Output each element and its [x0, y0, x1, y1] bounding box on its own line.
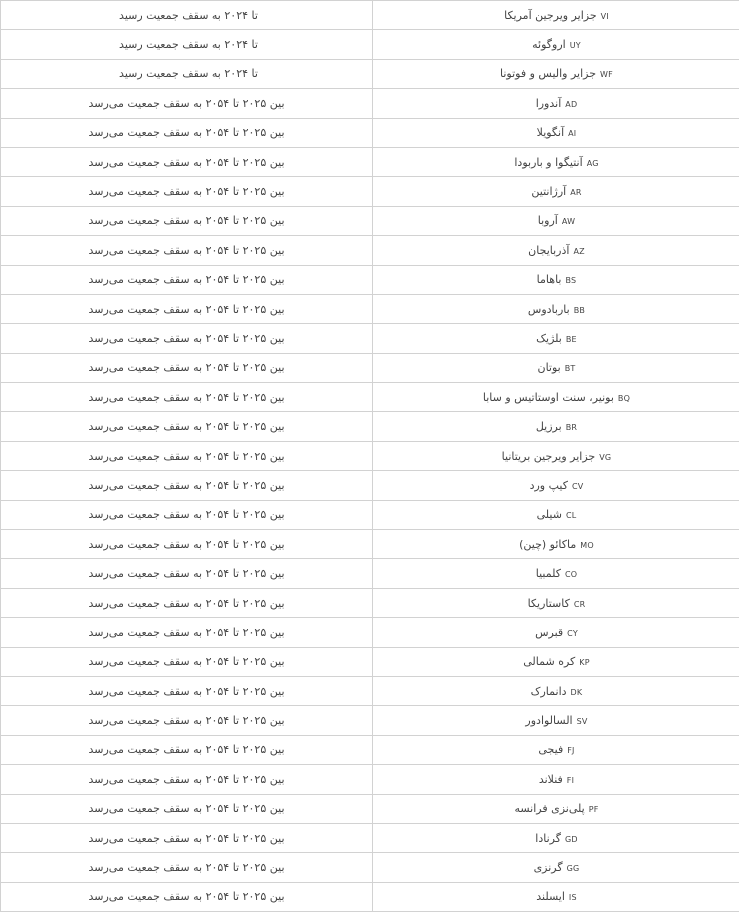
country-code: AZ	[573, 246, 585, 256]
country-cell	[373, 530, 739, 559]
country-code: MO	[580, 540, 594, 550]
status-cell	[1, 59, 373, 88]
country-code: FJ	[567, 746, 575, 756]
country-cell	[373, 177, 739, 206]
country-code: BB	[573, 305, 586, 315]
country-name: فنلاند	[538, 772, 563, 786]
status-cell	[1, 1, 373, 30]
country-name: آندورا	[535, 96, 562, 110]
peak-status-text: تا ۲۰۲۴ به سقف جمعیت رسید	[119, 67, 258, 81]
country-label	[528, 597, 586, 610]
status-cell	[1, 353, 373, 382]
country-code: AR	[570, 188, 582, 198]
country-name: ماکائو (چین)	[519, 537, 577, 551]
country-label	[535, 626, 578, 639]
status-cell	[1, 735, 373, 764]
country-label	[536, 890, 577, 903]
peak-status-text: بین ۲۰۲۵ تا ۲۰۵۴ به سقف جمعیت می‌رسد	[88, 331, 285, 345]
table-row	[1, 353, 739, 382]
country-code: AI	[568, 129, 577, 139]
peak-status-text: بین ۲۰۲۵ تا ۲۰۵۴ به سقف جمعیت می‌رسد	[88, 596, 285, 610]
country-name: بلژیک	[536, 331, 562, 345]
country-cell	[373, 30, 739, 59]
peak-status-text: بین ۲۰۲۵ تا ۲۰۵۴ به سقف جمعیت می‌رسد	[88, 214, 285, 228]
status-cell	[1, 647, 373, 676]
table-row	[1, 30, 739, 59]
country-code: BT	[564, 364, 576, 374]
status-cell	[1, 236, 373, 265]
peak-status-text: بین ۲۰۲۵ تا ۲۰۵۴ به سقف جمعیت می‌رسد	[88, 243, 285, 257]
country-cell	[373, 236, 739, 265]
country-cell	[373, 765, 739, 794]
country-code: BQ	[617, 393, 631, 403]
country-name: آرژانتین	[531, 185, 567, 199]
status-cell	[1, 706, 373, 735]
country-label	[519, 538, 594, 551]
country-label	[536, 332, 577, 345]
country-cell	[373, 794, 739, 823]
status-cell	[1, 294, 373, 323]
country-name: باهاما	[536, 273, 562, 287]
country-name: ایسلند	[536, 890, 565, 904]
country-label	[483, 391, 630, 404]
table-row	[1, 823, 739, 852]
country-label	[537, 126, 577, 139]
country-code: VG	[599, 452, 612, 462]
country-label	[534, 861, 580, 874]
peak-status-text: بین ۲۰۲۵ تا ۲۰۵۴ به سقف جمعیت می‌رسد	[88, 185, 285, 199]
status-cell	[1, 853, 373, 882]
country-label	[528, 303, 585, 316]
status-cell	[1, 676, 373, 705]
table-row	[1, 324, 739, 353]
peak-status-text: بین ۲۰۲۵ تا ۲۰۵۴ به سقف جمعیت می‌رسد	[88, 743, 285, 757]
country-cell	[373, 882, 739, 911]
country-cell	[373, 294, 739, 323]
status-cell	[1, 177, 373, 206]
country-label	[539, 773, 574, 786]
country-label	[538, 214, 575, 227]
status-cell	[1, 618, 373, 647]
status-cell	[1, 89, 373, 118]
country-name: گرنزی	[533, 861, 563, 875]
status-cell	[1, 383, 373, 412]
country-name: اروگوئه	[532, 38, 566, 52]
table-row	[1, 706, 739, 735]
country-cell	[373, 735, 739, 764]
peak-status-text: بین ۲۰۲۵ تا ۲۰۵۴ به سقف جمعیت می‌رسد	[88, 625, 285, 639]
country-label	[530, 479, 584, 492]
country-cell	[373, 500, 739, 529]
country-cell	[373, 647, 739, 676]
country-code: CL	[565, 511, 577, 521]
country-cell	[373, 147, 739, 176]
table-row	[1, 206, 739, 235]
peak-status-text: تا ۲۰۲۴ به سقف جمعیت رسید	[119, 38, 258, 52]
country-name: بوتان	[537, 361, 561, 375]
country-code: BS	[565, 276, 577, 286]
table-row	[1, 441, 739, 470]
status-cell	[1, 765, 373, 794]
country-name: جزایر ویرجین آمریکا	[504, 8, 597, 22]
table-row	[1, 500, 739, 529]
country-code: DK	[570, 687, 583, 697]
country-cell	[373, 1, 739, 30]
peak-status-text: بین ۲۰۲۵ تا ۲۰۵۴ به سقف جمعیت می‌رسد	[88, 449, 285, 463]
country-cell	[373, 206, 739, 235]
table-body	[1, 1, 739, 912]
country-name: آنگویلا	[536, 126, 565, 140]
country-code: GD	[564, 834, 578, 844]
status-cell	[1, 412, 373, 441]
country-cell	[373, 324, 739, 353]
country-cell	[373, 118, 739, 147]
table-row	[1, 177, 739, 206]
country-name: برزیل	[535, 420, 562, 434]
country-cell	[373, 89, 739, 118]
table-row	[1, 882, 739, 911]
peak-status-text: بین ۲۰۲۵ تا ۲۰۵۴ به سقف جمعیت می‌رسد	[88, 802, 285, 816]
country-label	[523, 655, 590, 668]
status-cell	[1, 118, 373, 147]
country-label	[536, 97, 578, 110]
country-code: SV	[576, 717, 588, 727]
peak-status-text: بین ۲۰۲۵ تا ۲۰۵۴ به سقف جمعیت می‌رسد	[88, 361, 285, 375]
status-cell	[1, 265, 373, 294]
table-row	[1, 853, 739, 882]
country-label	[538, 743, 574, 756]
table-row	[1, 471, 739, 500]
table-row	[1, 618, 739, 647]
table-row	[1, 89, 739, 118]
country-name: کاستاریکا	[527, 596, 570, 610]
country-code: CV	[571, 481, 584, 491]
country-label	[514, 802, 598, 815]
table-row	[1, 1, 739, 30]
country-name: آنتیگوا و باربودا	[514, 155, 583, 169]
peak-status-text: بین ۲۰۲۵ تا ۲۰۵۴ به سقف جمعیت می‌رسد	[88, 890, 285, 904]
peak-status-text: بین ۲۰۲۵ تا ۲۰۵۴ به سقف جمعیت می‌رسد	[88, 273, 285, 287]
table-row	[1, 676, 739, 705]
country-name: کیپ ورد	[529, 478, 568, 492]
country-cell	[373, 265, 739, 294]
country-cell	[373, 676, 739, 705]
country-name: قبرس	[535, 625, 564, 639]
country-name: شیلی	[536, 508, 562, 522]
peak-status-text: بین ۲۰۲۵ تا ۲۰۵۴ به سقف جمعیت می‌رسد	[88, 772, 285, 786]
peak-status-text: بین ۲۰۲۵ تا ۲۰۵۴ به سقف جمعیت می‌رسد	[88, 831, 285, 845]
table-row	[1, 412, 739, 441]
peak-status-text: بین ۲۰۲۵ تا ۲۰۵۴ به سقف جمعیت می‌رسد	[88, 420, 285, 434]
country-code: FI	[566, 775, 575, 785]
peak-status-text: بین ۲۰۲۵ تا ۲۰۵۴ به سقف جمعیت می‌رسد	[88, 655, 285, 669]
country-label	[525, 714, 587, 727]
country-label	[531, 685, 583, 698]
peak-status-text: بین ۲۰۲۵ تا ۲۰۵۴ به سقف جمعیت می‌رسد	[88, 537, 285, 551]
status-cell	[1, 559, 373, 588]
country-code: AW	[561, 217, 576, 227]
country-label	[535, 832, 577, 845]
country-cell	[373, 412, 739, 441]
table-row	[1, 147, 739, 176]
country-code: BE	[565, 334, 577, 344]
country-name: پلی‌نزی فرانسه	[514, 802, 585, 816]
status-cell	[1, 588, 373, 617]
country-code: KP	[579, 658, 590, 668]
table-row	[1, 735, 739, 764]
table-row	[1, 794, 739, 823]
peak-status-text: بین ۲۰۲۵ تا ۲۰۵۴ به سقف جمعیت می‌رسد	[88, 478, 285, 492]
status-cell	[1, 500, 373, 529]
status-cell	[1, 147, 373, 176]
country-label	[537, 273, 577, 286]
country-name: فیجی	[538, 743, 564, 757]
country-code: WF	[600, 70, 613, 80]
country-label	[536, 567, 578, 580]
table-row	[1, 765, 739, 794]
table-row	[1, 265, 739, 294]
table-row	[1, 647, 739, 676]
country-code: AG	[586, 158, 599, 168]
peak-status-text: بین ۲۰۲۵ تا ۲۰۵۴ به سقف جمعیت می‌رسد	[88, 861, 285, 875]
country-code: UY	[569, 41, 581, 51]
country-code: CO	[564, 570, 578, 580]
country-label	[537, 361, 575, 374]
country-name: جزایر ویرجین بریتانیا	[501, 449, 596, 463]
country-cell	[373, 853, 739, 882]
country-name: باربادوس	[527, 302, 570, 316]
peak-status-text: بین ۲۰۲۵ تا ۲۰۵۴ به سقف جمعیت می‌رسد	[88, 567, 285, 581]
country-label	[502, 450, 612, 463]
country-label	[531, 185, 581, 198]
country-label	[514, 156, 598, 169]
country-label	[504, 9, 609, 22]
country-cell	[373, 823, 739, 852]
country-cell	[373, 59, 739, 88]
peak-status-text: بین ۲۰۲۵ تا ۲۰۵۴ به سقف جمعیت می‌رسد	[88, 96, 285, 110]
country-code: GG	[566, 864, 580, 874]
peak-status-text: بین ۲۰۲۵ تا ۲۰۵۴ به سقف جمعیت می‌رسد	[88, 390, 285, 404]
country-label	[528, 244, 585, 257]
country-cell	[373, 588, 739, 617]
country-name: گرنادا	[535, 831, 561, 845]
country-name: آذربایجان	[528, 243, 570, 257]
table-row	[1, 530, 739, 559]
country-code: CR	[573, 599, 586, 609]
table-row	[1, 559, 739, 588]
country-code: VI	[600, 11, 609, 21]
country-code: CY	[567, 628, 578, 638]
peak-status-text: بین ۲۰۲۵ تا ۲۰۵۴ به سقف جمعیت می‌رسد	[88, 684, 285, 698]
status-cell	[1, 823, 373, 852]
table-row	[1, 59, 739, 88]
peak-status-text: بین ۲۰۲۵ تا ۲۰۵۴ به سقف جمعیت می‌رسد	[88, 302, 285, 316]
country-name: کره شمالی	[523, 655, 576, 669]
country-name: دانمارک	[530, 684, 567, 698]
country-name: کلمبیا	[535, 567, 561, 581]
peak-status-text: بین ۲۰۲۵ تا ۲۰۵۴ به سقف جمعیت می‌رسد	[88, 155, 285, 169]
status-cell	[1, 30, 373, 59]
status-cell	[1, 530, 373, 559]
table-row	[1, 383, 739, 412]
status-cell	[1, 471, 373, 500]
country-name: بونیر، سنت اوستاتیس و سابا	[482, 390, 614, 404]
country-code: PF	[588, 805, 599, 815]
country-cell	[373, 471, 739, 500]
country-code: BR	[565, 423, 578, 433]
country-label	[537, 508, 577, 521]
country-cell	[373, 353, 739, 382]
table-row	[1, 294, 739, 323]
status-cell	[1, 441, 373, 470]
peak-status-text: بین ۲۰۲۵ تا ۲۰۵۴ به سقف جمعیت می‌رسد	[88, 714, 285, 728]
status-cell	[1, 794, 373, 823]
country-label	[532, 38, 581, 51]
peak-status-text: بین ۲۰۲۵ تا ۲۰۵۴ به سقف جمعیت می‌رسد	[88, 126, 285, 140]
country-cell	[373, 559, 739, 588]
status-cell	[1, 324, 373, 353]
country-cell	[373, 618, 739, 647]
country-name: آروبا	[537, 214, 558, 228]
table-row	[1, 118, 739, 147]
status-cell	[1, 206, 373, 235]
country-code: AD	[565, 99, 578, 109]
country-name: السالوادور	[525, 714, 573, 728]
table-row	[1, 588, 739, 617]
country-cell	[373, 383, 739, 412]
country-name: جزایر والیس و فوتونا	[500, 67, 597, 81]
country-cell	[373, 441, 739, 470]
country-label	[536, 420, 577, 433]
status-cell	[1, 882, 373, 911]
peak-status-text: تا ۲۰۲۴ به سقف جمعیت رسید	[119, 8, 258, 22]
table-row	[1, 236, 739, 265]
country-label	[500, 67, 613, 80]
peak-status-text: بین ۲۰۲۵ تا ۲۰۵۴ به سقف جمعیت می‌رسد	[88, 508, 285, 522]
country-cell	[373, 706, 739, 735]
country-code: IS	[568, 893, 577, 903]
